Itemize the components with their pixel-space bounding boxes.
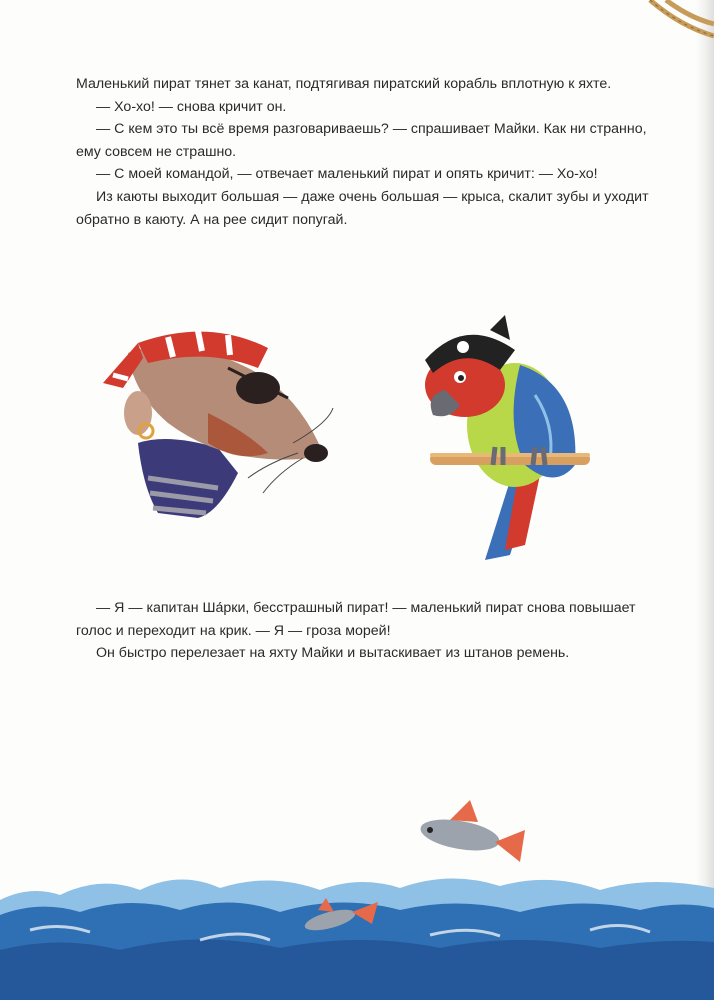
jumping-fish <box>418 800 525 862</box>
paragraph-2: — Хо-хо! — снова кричит он. <box>96 98 287 115</box>
paragraph-5: Из каюты выходит большая — даже очень большая — крыса, скалит зубы и уходит обратно в каюту. А на рее сидит попугай. <box>76 188 649 228</box>
paragraph-4: — С моей командой, — отвечает маленький пират и опять кричит: — Хо-хо! <box>96 166 598 183</box>
paragraph-6: — Я — капитан Ша́рки, бесстрашный пират! — маленький пират снова повышает голос и переходит на крик. — Я — гроза морей! <box>76 600 636 639</box>
rope-illustration <box>640 0 714 40</box>
story-text-bottom <box>76 597 656 665</box>
sea-illustration <box>0 790 714 1000</box>
story-text-top <box>76 73 656 231</box>
paragraph-1: Маленький пират тянет за канат, подтягивая пиратский корабль вплотную к яхте. <box>76 76 612 92</box>
paragraph-7: Он быстро перелезает на яхту Майки и вытаскивает из штанов ремень. <box>96 645 570 662</box>
parrot-illustration <box>405 315 595 565</box>
paragraph-3: — С кем это ты всё время разговариваешь? — спрашивает Майки. Как ни странно, ему совсем не страшно. <box>76 121 647 160</box>
rat-pirate-illustration <box>98 313 338 528</box>
